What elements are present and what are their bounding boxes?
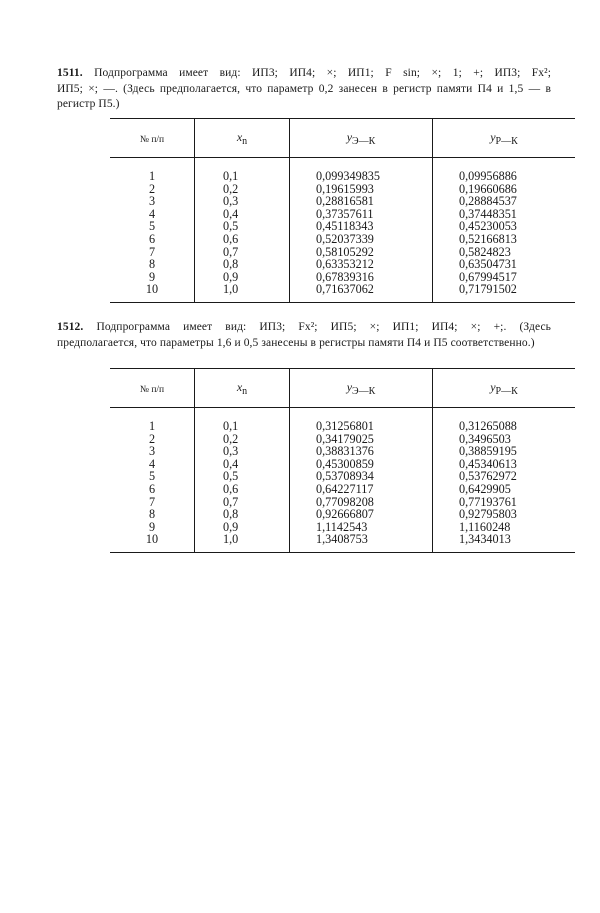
table-row [110, 258, 575, 271]
problem-text-rest: предполагается, что параметры 1,6 и 0,5 занесены в регистры памяти П4 и П5 соответственно.) [57, 336, 535, 349]
results-table-1512 [110, 368, 575, 553]
cell-y-ek: 0,63353212 [290, 258, 433, 271]
cell-index: 1 [148, 169, 156, 183]
cell-y-ek: 0,53708934 [290, 470, 433, 483]
table-row [110, 533, 575, 546]
cell-y-ek: 0,099349835 [290, 170, 433, 183]
cell-x: 0,9 [195, 521, 290, 534]
cell-y-ek: 0,19615993 [290, 183, 433, 196]
cell-y-ek: 0,92666807 [290, 508, 433, 521]
cell-index: 7 [148, 494, 156, 509]
cell-y-rk: 0,3496503 [433, 433, 576, 446]
cell-y-rk: 0,53762972 [433, 470, 576, 483]
cell-x: 0,7 [195, 496, 290, 509]
cell-index: 9 [148, 269, 156, 284]
cell-index: 2 [148, 431, 156, 446]
cell-y-ek: 0,31256801 [290, 420, 433, 433]
table-row [110, 170, 575, 183]
cell-y-rk: 0,5824823 [433, 246, 576, 259]
cell-y-ek: 0,52037339 [290, 233, 433, 246]
cell-index: 3 [148, 444, 156, 459]
col-header-y-rk: $y_{Р—К}$ [433, 369, 576, 408]
cell-y-ek: 0,37357611 [290, 208, 433, 221]
problem-text-line1: Подпрограмма имеет вид: ИП3; ИП4; ×; ИП1; F sin; ×; 1; +; ИП3; Fx²; [94, 67, 551, 79]
cell-y-ek: 0,77098208 [290, 496, 433, 509]
problem-1511-text [57, 66, 551, 113]
cell-x: 1,0 [195, 283, 290, 296]
cell-index: 3 [148, 194, 156, 209]
cell-y-rk: 0,38859195 [433, 445, 576, 458]
problem-1512 [57, 320, 551, 351]
cell-y-rk: 0,31265088 [433, 420, 576, 433]
cell-x: 0,3 [195, 195, 290, 208]
cell-y-rk: 1,1160248 [433, 521, 576, 534]
table-header-row [110, 119, 575, 158]
cell-y-ek: 1,3408753 [290, 533, 433, 546]
cell-y-rk: 0,45230053 [433, 220, 576, 233]
cell-y-ek: 0,28816581 [290, 195, 433, 208]
problem-text-line1: Подпрограмма имеет вид: ИП3; Fx²; ИП5; ×; ИП1; ИП4; ×; +;. (Здесь [96, 321, 551, 333]
cell-y-rk: 0,28884537 [433, 195, 576, 208]
cell-x: 0,1 [195, 420, 290, 433]
cell-x: 1,0 [195, 533, 290, 546]
cell-x: 0,3 [195, 445, 290, 458]
col-header-index: № п/п [139, 384, 165, 395]
cell-x: 0,2 [195, 183, 290, 196]
cell-index: 1 [148, 419, 156, 433]
table-body [110, 408, 575, 553]
col-header-index: № п/п [139, 134, 165, 145]
cell-index: 5 [148, 219, 156, 234]
cell-y-ek: 0,64227117 [290, 483, 433, 496]
cell-x: 0,5 [195, 470, 290, 483]
cell-y-rk: 1,3434013 [433, 533, 576, 546]
table-row [110, 445, 575, 458]
table-row [110, 283, 575, 296]
cell-x: 0,2 [195, 433, 290, 446]
col-header-y-rk: $y_{Р—К}$ [433, 119, 576, 158]
cell-index: 4 [148, 456, 156, 471]
cell-x: 0,8 [195, 508, 290, 521]
cell-index: 10 [145, 282, 159, 297]
cell-y-ek: 0,45300859 [290, 458, 433, 471]
table-row [110, 195, 575, 208]
table-row [110, 420, 575, 433]
col-header-x: $x_n$ [195, 369, 290, 408]
problem-number: 1511. [57, 67, 83, 79]
table-row [110, 508, 575, 521]
cell-index: 4 [148, 206, 156, 221]
cell-y-rk: 0,71791502 [433, 283, 576, 296]
cell-index: 8 [148, 257, 156, 272]
cell-y-rk: 0,37448351 [433, 208, 576, 221]
cell-index: 6 [148, 231, 156, 246]
col-header-x: $x_n$ [195, 119, 290, 158]
cell-y-rk: 0,77193761 [433, 496, 576, 509]
problem-1511 [57, 66, 551, 113]
cell-index: 5 [148, 469, 156, 484]
table-row [110, 233, 575, 246]
cell-y-ek: 0,71637062 [290, 283, 433, 296]
col-header-y-ek: $y_{Э—К}$ [290, 119, 433, 158]
cell-index: 6 [148, 481, 156, 496]
cell-y-ek: 1,1142543 [290, 521, 433, 534]
cell-x: 0,4 [195, 208, 290, 221]
cell-index: 9 [148, 519, 156, 534]
col-header-y-ek: $y_{Э—К}$ [290, 369, 433, 408]
problem-number: 1512. [57, 321, 84, 333]
cell-index: 10 [145, 532, 159, 547]
table-body [110, 158, 575, 303]
problem-text-rest: ИП5; ×; —. (Здесь предполагается, что параметр 0,2 занесен в регистр памяти П4 и 1,5 — в регистр П5.) [57, 82, 551, 110]
problem-1512-text [57, 320, 551, 351]
table-row [110, 483, 575, 496]
cell-x: 0,7 [195, 246, 290, 259]
cell-x: 0,1 [195, 170, 290, 183]
cell-index: 8 [148, 507, 156, 522]
cell-y-ek: 0,58105292 [290, 246, 433, 259]
cell-x: 0,9 [195, 271, 290, 284]
cell-y-rk: 0,09956886 [433, 170, 576, 183]
cell-y-rk: 0,45340613 [433, 458, 576, 471]
cell-y-rk: 0,67994517 [433, 271, 576, 284]
cell-x: 0,6 [195, 233, 290, 246]
cell-index: 2 [148, 181, 156, 196]
cell-y-rk: 0,19660686 [433, 183, 576, 196]
cell-x: 0,6 [195, 483, 290, 496]
cell-x: 0,5 [195, 220, 290, 233]
cell-y-ek: 0,34179025 [290, 433, 433, 446]
cell-y-ek: 0,38831376 [290, 445, 433, 458]
cell-index: 7 [148, 244, 156, 259]
table-header-row [110, 369, 575, 408]
cell-x: 0,8 [195, 258, 290, 271]
cell-y-ek: 0,67839316 [290, 271, 433, 284]
cell-x: 0,4 [195, 458, 290, 471]
cell-y-rk: 0,52166813 [433, 233, 576, 246]
cell-y-rk: 0,92795803 [433, 508, 576, 521]
cell-y-rk: 0,6429905 [433, 483, 576, 496]
cell-y-rk: 0,63504731 [433, 258, 576, 271]
results-table-1511 [110, 118, 575, 303]
cell-y-ek: 0,45118343 [290, 220, 433, 233]
